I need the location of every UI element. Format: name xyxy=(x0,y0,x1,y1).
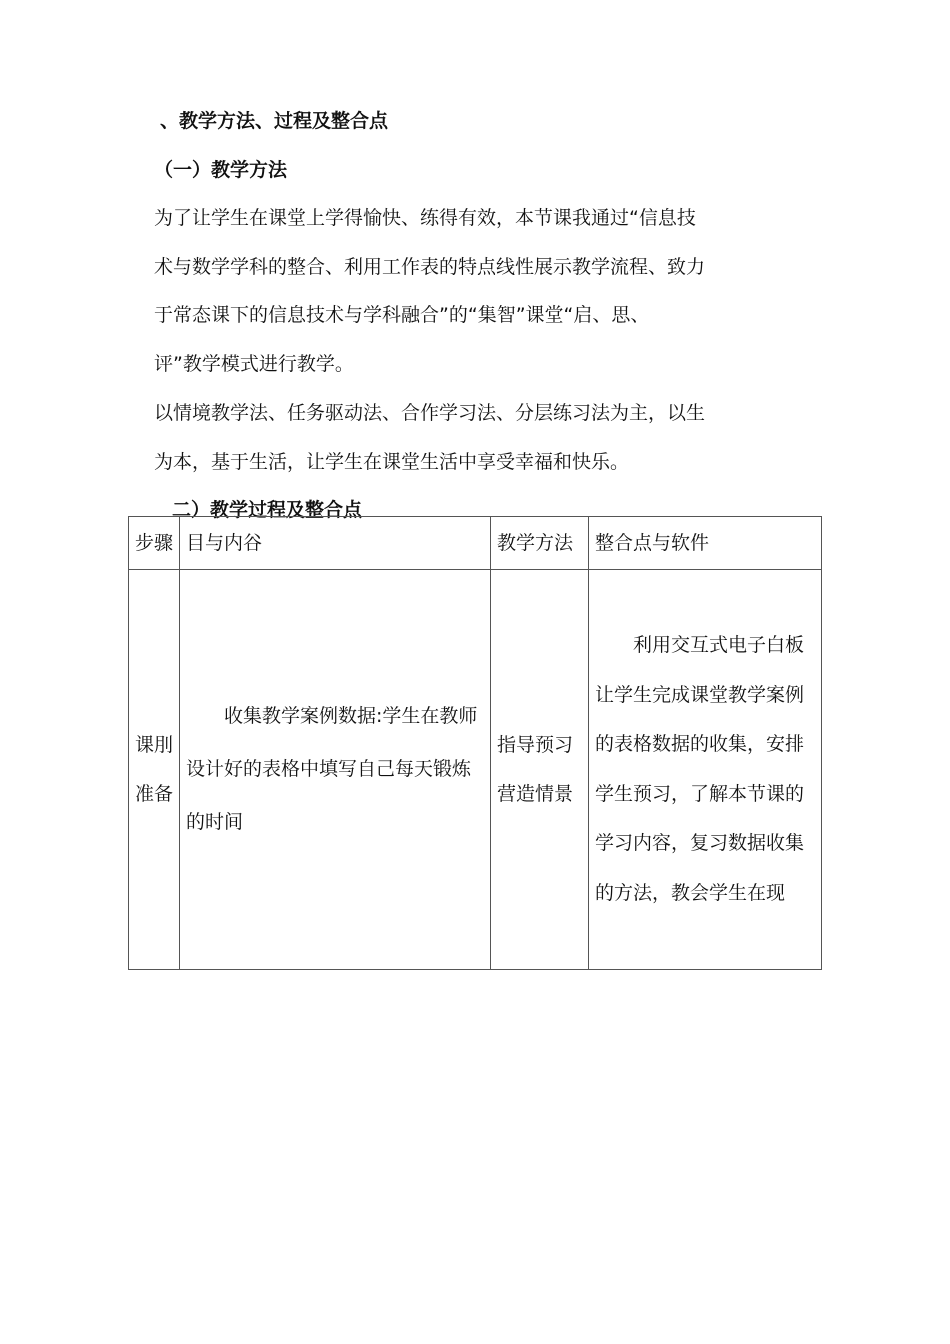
integration-text: 利用交互式电子白板让学生完成课堂教学案例的表格数据的收集，安排学生预习，了解本节课的学习内容，复习数据收集的方法，教会学生在现 xyxy=(595,634,805,904)
cell-step xyxy=(129,570,180,970)
header-method: 教学方法 xyxy=(491,517,589,570)
section-title: 、教学方法、过程及整合点 xyxy=(160,110,389,132)
paragraph-line: 为本，基于生活，让学生在课堂生活中享受幸福和快乐。 xyxy=(154,451,630,473)
paragraph-line: 为了让学生在课堂上学得愉快、练得有效，本节课我通过“信息技 xyxy=(154,207,696,229)
cell-method xyxy=(491,570,589,970)
paragraph-line: 以情境教学法、任务驱动法、合作学习法、分层练习法为主，以生 xyxy=(154,402,706,424)
process-table xyxy=(128,516,822,970)
header-integration: 整合点与软件 xyxy=(589,517,822,570)
step-line: 准备 xyxy=(135,782,174,805)
cell-content xyxy=(180,570,491,970)
paragraph-line: 评”教学模式进行教学。 xyxy=(154,353,354,375)
table-row xyxy=(129,570,822,970)
table-header-row xyxy=(129,517,822,570)
method-line: 营造情景 xyxy=(497,782,574,805)
step-line: 课刖 xyxy=(135,733,174,756)
subsection-title-methods: （一）教学方法 xyxy=(154,159,288,181)
paragraph-line: 于常态课下的信息技术与学科融合”的“集智”课堂“启、思、 xyxy=(154,304,650,326)
paragraph-line: 术与数学学科的整合、利用工作表的特点线性展示教学流程、致力 xyxy=(154,256,706,278)
subsection-title-process: 二）教学过程及整合点 xyxy=(172,499,363,521)
cell-integration xyxy=(589,570,822,970)
header-step: 步骤 xyxy=(129,517,180,570)
method-line: 指导预习 xyxy=(497,733,574,756)
header-content: 目与内谷 xyxy=(180,517,491,570)
content-text: 收集教学案例数据:学生在教师设计好的表格中填写自己每天锻炼的时间 xyxy=(186,705,478,833)
